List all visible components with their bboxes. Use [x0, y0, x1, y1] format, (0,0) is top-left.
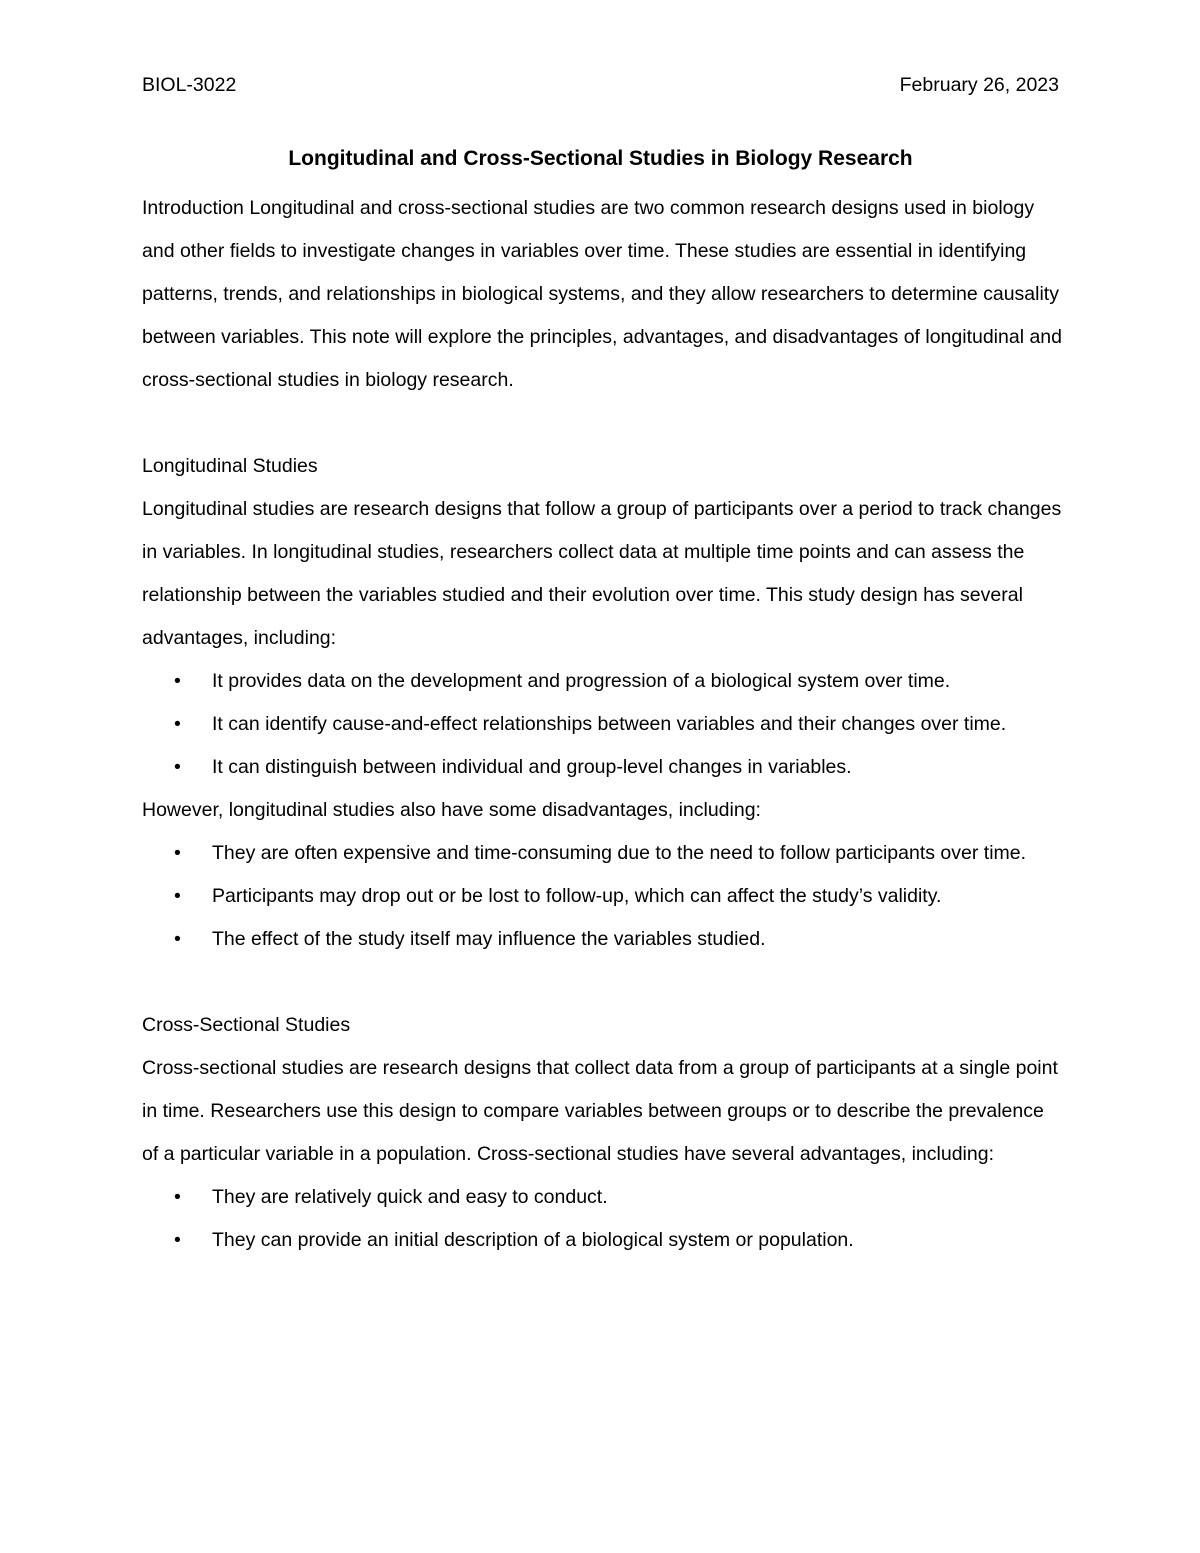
list-item-text: It can identify cause-and-effect relationships between variables and their changes over time. [212, 713, 1007, 735]
cross-sectional-advantages-list [142, 1176, 1062, 1262]
list-item-text: They can provide an initial description of a biological system or population. [212, 1229, 854, 1251]
longitudinal-advantages-list [142, 660, 1062, 789]
longitudinal-disadvantages-intro: However, longitudinal studies also have some disadvantages, including: [142, 799, 761, 821]
bullet-icon: • [174, 885, 181, 907]
longitudinal-disadvantages-list [142, 832, 1062, 961]
document-body [142, 187, 1062, 1262]
list-item-text: They are often expensive and time-consuming due to the need to follow participants over time. [212, 842, 1027, 864]
list-item [142, 660, 1062, 703]
bullet-icon: • [174, 756, 181, 778]
list-item [142, 875, 1062, 918]
list-item-text: The effect of the study itself may influence the variables studied. [212, 928, 766, 950]
list-item [142, 746, 1062, 789]
list-item-text: It can distinguish between individual and group-level changes in variables. [212, 756, 852, 778]
bullet-icon: • [174, 1186, 181, 1208]
bullet-icon: • [174, 670, 181, 692]
introduction-paragraph: Introduction Longitudinal and cross-sectional studies are two common research designs used in biology and other fields to investigate changes in variables over time. These studies are essential in identifying patterns, trends, and relationships in biological systems, and they allow researchers to determine causality between variables. This note will explore the principles, advantages, and disadvantages of longitudinal and cross-sectional studies in biology research. [142, 197, 1062, 391]
document-date: February 26, 2023 [899, 74, 1059, 96]
section-spacer [142, 402, 1062, 445]
document-title: Longitudinal and Cross-Sectional Studies in Biology Research [288, 147, 913, 170]
bullet-icon: • [174, 713, 181, 735]
list-item-text: They are relatively quick and easy to conduct. [212, 1186, 608, 1208]
section-spacer [142, 961, 1062, 1004]
list-item [142, 1176, 1062, 1219]
list-item-text: It provides data on the development and progression of a biological system over time. [212, 670, 951, 692]
list-item [142, 703, 1062, 746]
list-item [142, 918, 1062, 961]
list-item-text: Participants may drop out or be lost to follow-up, which can affect the study’s validity. [212, 885, 942, 907]
longitudinal-paragraph: Longitudinal studies are research designs that follow a group of participants over a period to track changes in variables. In longitudinal studies, researchers collect data at multiple time points and can assess the relationship between the variables studied and their evolution over time. This study design has several advantages, including: [142, 498, 1062, 649]
bullet-icon: • [174, 842, 181, 864]
longitudinal-heading: Longitudinal Studies [142, 455, 318, 477]
list-item [142, 832, 1062, 875]
course-code: BIOL-3022 [142, 74, 237, 96]
cross-sectional-heading: Cross-Sectional Studies [142, 1014, 351, 1036]
bullet-icon: • [174, 1229, 181, 1251]
bullet-icon: • [174, 928, 181, 950]
cross-sectional-paragraph: Cross-sectional studies are research designs that collect data from a group of participants at a single point in time. Researchers use this design to compare variables between groups or to describe the prevalence of a particular variable in a population. Cross-sectional studies have several advantages, including: [142, 1057, 1058, 1165]
list-item [142, 1219, 1062, 1262]
